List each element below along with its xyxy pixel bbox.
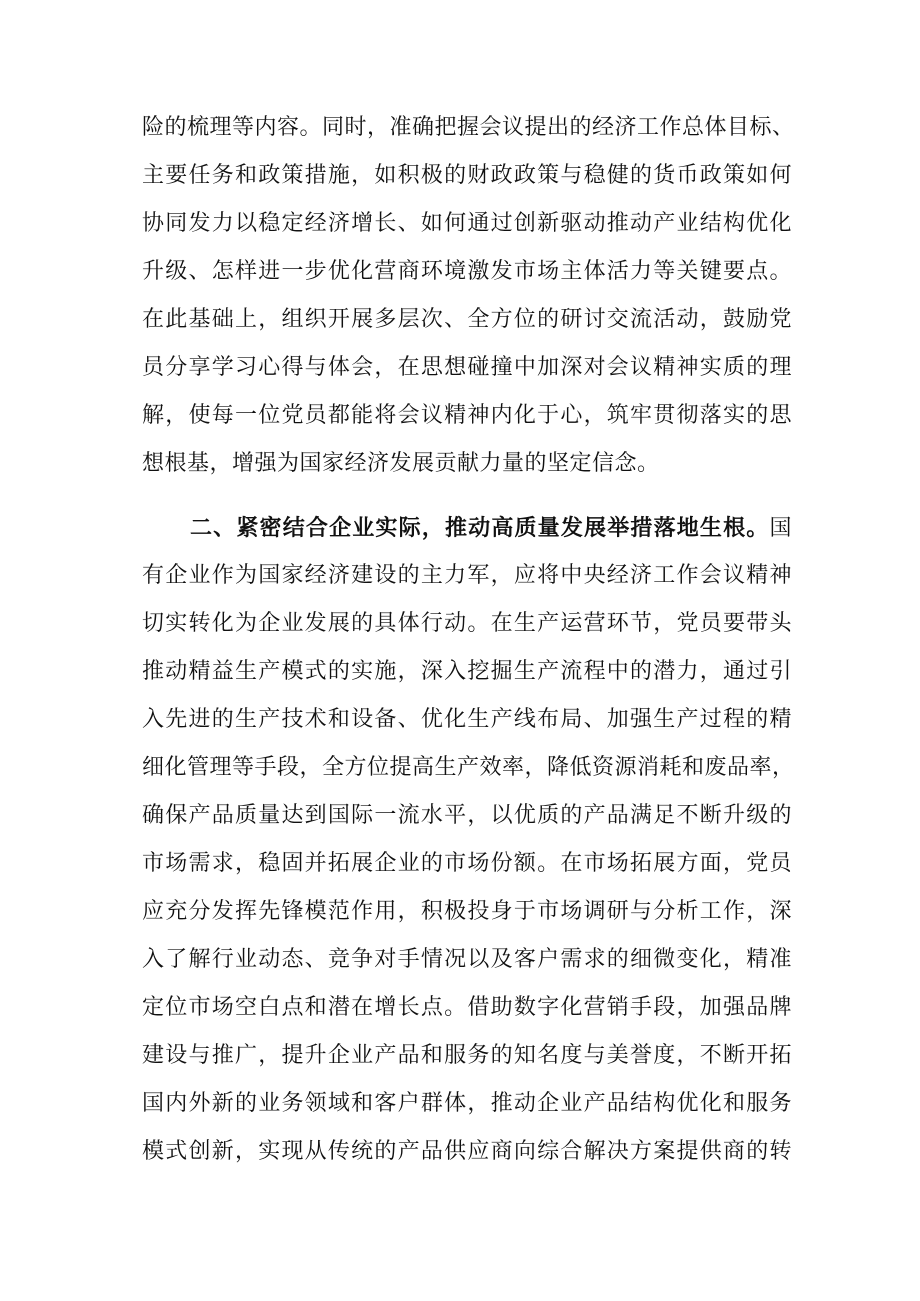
text-line: 模式创新，实现从传统的产品供应商向综合解决方案提供商的转 xyxy=(142,1139,792,1164)
text-line: 有企业作为国家经济建设的主力军，应将中央经济工作会议精神 xyxy=(142,563,792,588)
paragraph-1 xyxy=(142,104,795,488)
text-line: 切实转化为企业发展的具体行动。在生产运营环节，党员要带头 xyxy=(142,611,792,636)
text-line: 入先进的生产技术和设备、优化生产线布局、加强生产过程的精 xyxy=(142,707,792,732)
text-line: 解，使每一位党员都能将会议精神内化于心，筑牢贯彻落实的思 xyxy=(142,403,792,428)
text-line: 细化管理等手段，全方位提高生产效率，降低资源消耗和废品率， xyxy=(142,755,795,780)
text-line: 推动精益生产模式的实施，深入挖掘生产流程中的潜力，通过引 xyxy=(142,659,792,684)
text-line: 想根基，增强为国家经济发展贡献力量的坚定信念。 xyxy=(142,451,660,476)
text-line-heading xyxy=(142,504,792,552)
document-page xyxy=(142,104,795,1176)
text-line: 协同发力以稳定经济增长、如何通过创新驱动推动产业结构优化 xyxy=(142,211,792,236)
text-line: 主要任务和政策措施，如积极的财政政策与稳健的货币政策如何 xyxy=(142,163,792,188)
section-heading: 二、紧密结合企业实际，推动高质量发展举措落地生根。 xyxy=(190,515,770,541)
text-line: 定位市场空白点和潜在增长点。借助数字化营销手段，加强品牌 xyxy=(142,995,792,1020)
text-line: 应充分发挥先锋模范作用，积极投身于市场调研与分析工作，深 xyxy=(142,899,792,924)
text-line: 建设与推广，提升企业产品和服务的知名度与美誉度，不断开拓 xyxy=(142,1043,792,1068)
text-line: 市场需求，稳固并拓展企业的市场份额。在市场拓展方面，党员 xyxy=(142,851,792,876)
text-line: 险的梳理等内容。同时，准确把握会议提出的经济工作总体目标、 xyxy=(142,115,795,140)
text-line: 国内外新的业务领域和客户群体，推动企业产品结构优化和服务 xyxy=(142,1091,792,1116)
text-line: 确保产品质量达到国际一流水平，以优质的产品满足不断升级的 xyxy=(142,803,792,828)
paragraph-2 xyxy=(142,504,795,1176)
text-line: 入了解行业动态、竞争对手情况以及客户需求的细微变化，精准 xyxy=(142,947,792,972)
heading-line-rest: 国 xyxy=(769,516,792,541)
paragraph-gap xyxy=(142,488,792,504)
text-line: 员分享学习心得与体会，在思想碰撞中加深对会议精神实质的理 xyxy=(142,355,792,380)
text-line: 升级、怎样进一步优化营商环境激发市场主体活力等关键要点。 xyxy=(142,259,792,284)
text-line: 在此基础上，组织开展多层次、全方位的研讨交流活动，鼓励党 xyxy=(142,307,792,332)
